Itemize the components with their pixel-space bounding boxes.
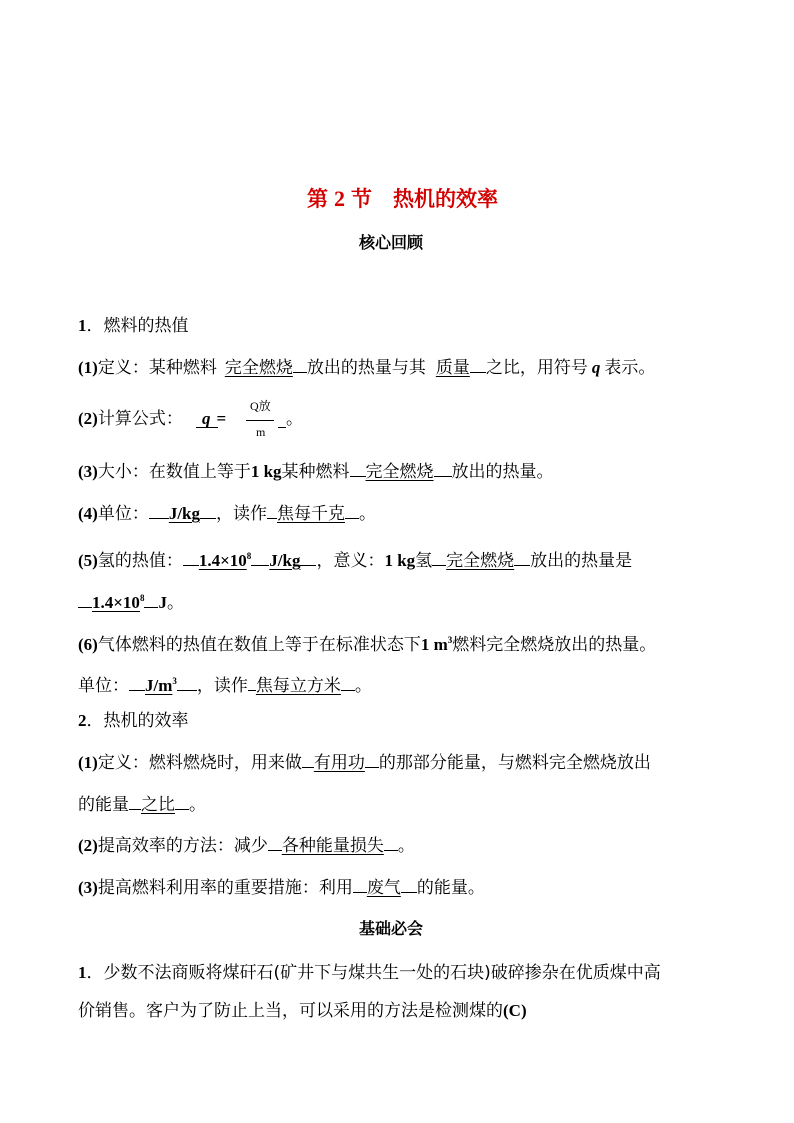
text-span: 放出的热量是 — [530, 551, 633, 571]
answer-blank: 废气 — [366, 878, 401, 898]
item-marker: (2) — [78, 836, 98, 855]
text-span: ，读作 — [196, 676, 248, 696]
q1-heading — [78, 315, 189, 337]
text-span: 。 — [397, 836, 415, 856]
formula-lhs — [202, 408, 226, 430]
q1-line-gas-unit — [78, 670, 372, 697]
quantity: 1 kg — [384, 551, 416, 570]
q2-line-definition — [78, 752, 651, 774]
answer-blank: 之比 — [141, 795, 175, 815]
text-span: 氢的热值： — [97, 551, 183, 571]
q2-heading-text: ．热机的效率 — [86, 711, 189, 731]
item-marker: (4) — [78, 504, 98, 523]
text-span: ．少数不法商贩将煤矸石(矿井下与煤共生一处的石块)破碎掺杂在优质煤中高 — [86, 963, 661, 983]
answer-blank: 焦每立方米 — [255, 676, 341, 696]
title-rest: 节 热机的效率 — [351, 187, 498, 211]
exponent: 8 — [139, 593, 145, 603]
answer-blank: 1.4×10 — [198, 551, 247, 570]
exponent: 3 — [172, 676, 177, 686]
q2-line-definition-cont — [78, 794, 206, 816]
fraction-denominator: m — [256, 425, 266, 439]
symbol-q: q — [591, 358, 601, 377]
q2-line-measure — [78, 877, 485, 899]
text-span: 价销售。客户为了防止上当，可以采用的方法是检测煤的 — [78, 1001, 503, 1021]
text-span: 。 — [359, 504, 377, 524]
q1-line-magnitude — [78, 461, 554, 483]
quantity: 1 m — [420, 635, 448, 654]
answer-blank: 完全燃烧 — [365, 462, 434, 482]
text-span: 表示。 — [604, 358, 656, 378]
q1-number: 1 — [78, 316, 87, 335]
q1-line-definition — [78, 357, 655, 379]
answer-blank: 焦每千克 — [277, 504, 346, 524]
item-marker: (1) — [78, 753, 98, 772]
text-span: 的能量 — [78, 795, 129, 815]
answer-blank: J/kg — [168, 504, 201, 523]
item-marker: (3) — [78, 878, 98, 897]
item-marker: (5) — [78, 551, 98, 570]
text-span: 单位： — [97, 504, 149, 524]
page-title — [307, 188, 498, 210]
q1-line-hydrogen-cont — [78, 587, 184, 614]
answer-blank: 质量 — [435, 358, 470, 378]
equals-sign: = — [216, 409, 227, 428]
text-span: 提高效率的方法：减少 — [97, 836, 268, 856]
fraction-bar — [246, 420, 274, 421]
answer-blank: 完全燃烧 — [224, 358, 293, 378]
symbol-q: q — [202, 409, 211, 428]
fraction-numerator: Q放 — [250, 399, 271, 413]
text-span: 计算公式： — [97, 409, 183, 429]
text-span: 氢 — [415, 551, 433, 571]
answer-blank: 各种能量损失 — [281, 836, 384, 856]
underline — [278, 427, 286, 428]
text-span: 的那部分能量，与燃料完全燃烧放出 — [378, 753, 651, 773]
text-span: ，读作 — [216, 504, 268, 524]
answer-blank: J/m — [145, 676, 173, 695]
item-marker: (1) — [78, 358, 98, 377]
problem-1-line-1 — [78, 962, 661, 984]
answer-choice: (C) — [503, 1001, 527, 1020]
q1-line-formula — [78, 408, 183, 430]
item-marker: (6) — [78, 635, 98, 654]
answer-blank: 1.4×10 — [92, 593, 140, 612]
text-span: 气体燃料的热值在数值上等于在标准状态下 — [97, 635, 421, 655]
q1-line-unit — [78, 503, 376, 525]
title-label: 第 — [307, 187, 328, 211]
section-heading-review: 核心回顾 — [359, 233, 424, 252]
text-span: 。 — [189, 795, 206, 815]
text-span: 提高燃料利用率的重要措施：利用 — [97, 878, 353, 898]
q1-line-hydrogen — [78, 545, 632, 572]
q2-line-method — [78, 835, 415, 857]
text-span: 。 — [166, 593, 184, 613]
title-number: 2 — [334, 186, 345, 211]
formula-end: 。 — [286, 409, 303, 429]
item-marker: (3) — [78, 462, 98, 481]
problem-1-line-2 — [78, 1000, 527, 1022]
text-span: 大小：在数值上等于 — [97, 462, 251, 482]
exponent: 8 — [246, 551, 252, 561]
unit: J — [158, 593, 167, 612]
q2-heading — [78, 710, 189, 732]
text-span: 之比，用符号 — [485, 358, 588, 378]
text-span: ，意义： — [316, 551, 385, 571]
text-span: 放出的热量与其 — [306, 358, 426, 378]
answer-blank: 有用功 — [313, 753, 365, 773]
item-marker: (2) — [78, 409, 98, 428]
text-span: 。 — [354, 676, 372, 696]
exponent: 3 — [447, 635, 453, 645]
q1-line-gas — [78, 629, 656, 656]
text-span: 单位： — [78, 676, 129, 696]
text-span: 燃料完全燃烧放出的热量。 — [452, 635, 657, 655]
text-span: 的能量。 — [416, 878, 485, 898]
text-span: 放出的热量。 — [451, 462, 554, 482]
q1-heading-text: ．燃料的热值 — [86, 316, 189, 336]
text-span: 某种燃料 — [281, 462, 350, 482]
quantity: 1 kg — [250, 462, 282, 481]
text-span: 定义：某种燃料 — [97, 358, 217, 378]
section-heading-basics: 基础必会 — [359, 919, 424, 938]
problem-number: 1 — [78, 963, 87, 982]
text-span: 定义：燃料燃烧时，用来做 — [97, 753, 302, 773]
answer-blank: 完全燃烧 — [446, 551, 515, 571]
q2-number: 2 — [78, 711, 87, 730]
answer-unit: J/kg — [269, 551, 301, 570]
